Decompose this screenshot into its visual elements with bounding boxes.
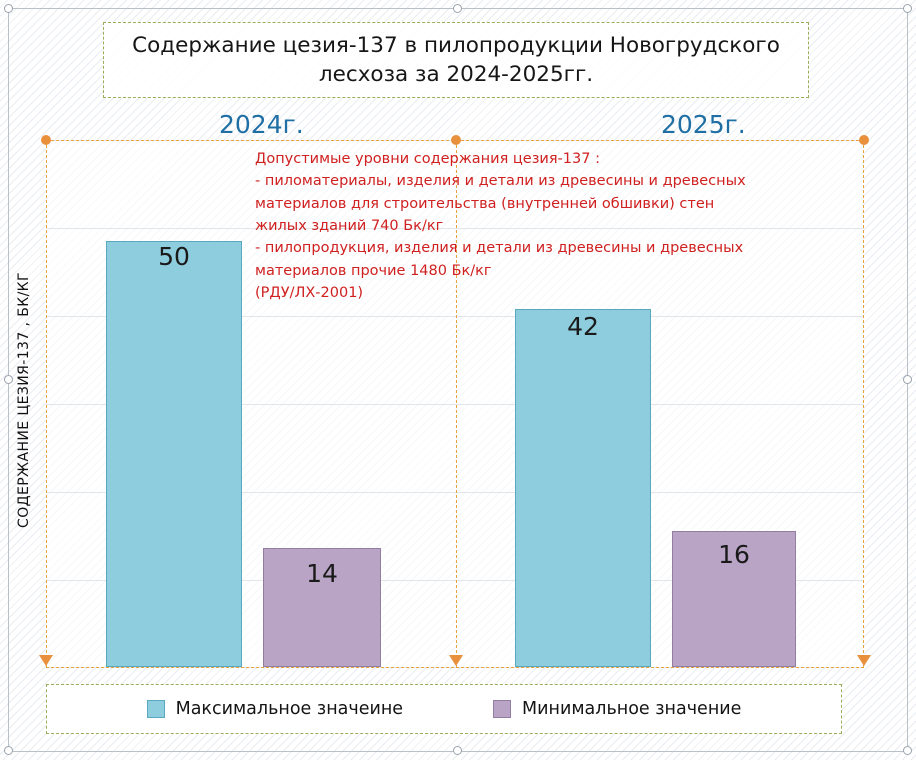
- data-label-2025-min: 16: [718, 540, 750, 569]
- legend-swatch-min-icon: [493, 700, 511, 718]
- placeholder-arrow-center[interactable]: [449, 655, 463, 666]
- resize-handle-bottom-right[interactable]: [903, 746, 912, 755]
- resize-handle-bottom-center[interactable]: [453, 746, 462, 755]
- annotation-line-1: Допустимые уровни содержания цезия-137 :: [255, 151, 600, 167]
- category-label-2024: 2024г.: [219, 110, 304, 139]
- annotation-line-7: (РДУ/ЛХ-2001): [255, 284, 364, 301]
- axis-baseline: [46, 667, 864, 668]
- data-label-2024-max: 50: [158, 242, 190, 271]
- bar-2024-max[interactable]: [106, 241, 242, 667]
- legend-swatch-max-icon: [147, 700, 165, 718]
- data-label-2024-min: 14: [306, 559, 338, 588]
- annotation-line-4: жилых зданий 740 Бк/кг: [255, 217, 444, 234]
- data-label-2025-max: 42: [567, 312, 599, 341]
- resize-handle-bottom-left[interactable]: [4, 746, 13, 755]
- resize-handle-middle-left[interactable]: [4, 375, 13, 384]
- placeholder-dot-right[interactable]: [859, 135, 869, 145]
- annotation-line-3: материалов для строительства (внутренней обшивки) стен: [255, 195, 715, 212]
- category-label-2025: 2025г.: [661, 110, 746, 139]
- y-axis-title: [16, 0, 32, 528]
- placeholder-arrow-left[interactable]: [39, 655, 53, 666]
- legend-item-max[interactable]: [147, 699, 403, 719]
- annotation-text-block[interactable]: [255, 148, 865, 304]
- chart-title: Содержание цезия-137 в пилопродукции Новогрудского лесхоза за 2024-2025гг.: [132, 32, 780, 87]
- resize-handle-middle-right[interactable]: [903, 375, 912, 384]
- annotation-line-6: материалов прочие 1480 Бк/кг: [255, 262, 492, 279]
- placeholder-dot-left[interactable]: [41, 135, 51, 145]
- legend-label-max: Максимальное значеине: [175, 699, 404, 719]
- resize-handle-top-left[interactable]: [4, 4, 13, 13]
- bar-2025-max[interactable]: [515, 309, 651, 667]
- placeholder-dot-center[interactable]: [451, 135, 461, 145]
- resize-handle-top-center[interactable]: [453, 4, 462, 13]
- chart-title-box[interactable]: [103, 22, 809, 98]
- annotation-line-5: - пилопродукция, изделия и детали из древесины и древесных: [255, 240, 744, 257]
- placeholder-arrow-right[interactable]: [857, 655, 871, 666]
- resize-handle-top-right[interactable]: [903, 4, 912, 13]
- chart-legend[interactable]: [46, 684, 842, 734]
- annotation-line-2: - пиломатериалы, изделия и детали из древесины и древесных: [255, 173, 746, 190]
- y-axis-title-text: СОДЕРЖАНИЕ ЦЕЗИЯ-137 , БК/КГ: [16, 272, 32, 528]
- legend-item-min[interactable]: [493, 699, 741, 719]
- legend-label-min: Минимальное значение: [522, 699, 742, 719]
